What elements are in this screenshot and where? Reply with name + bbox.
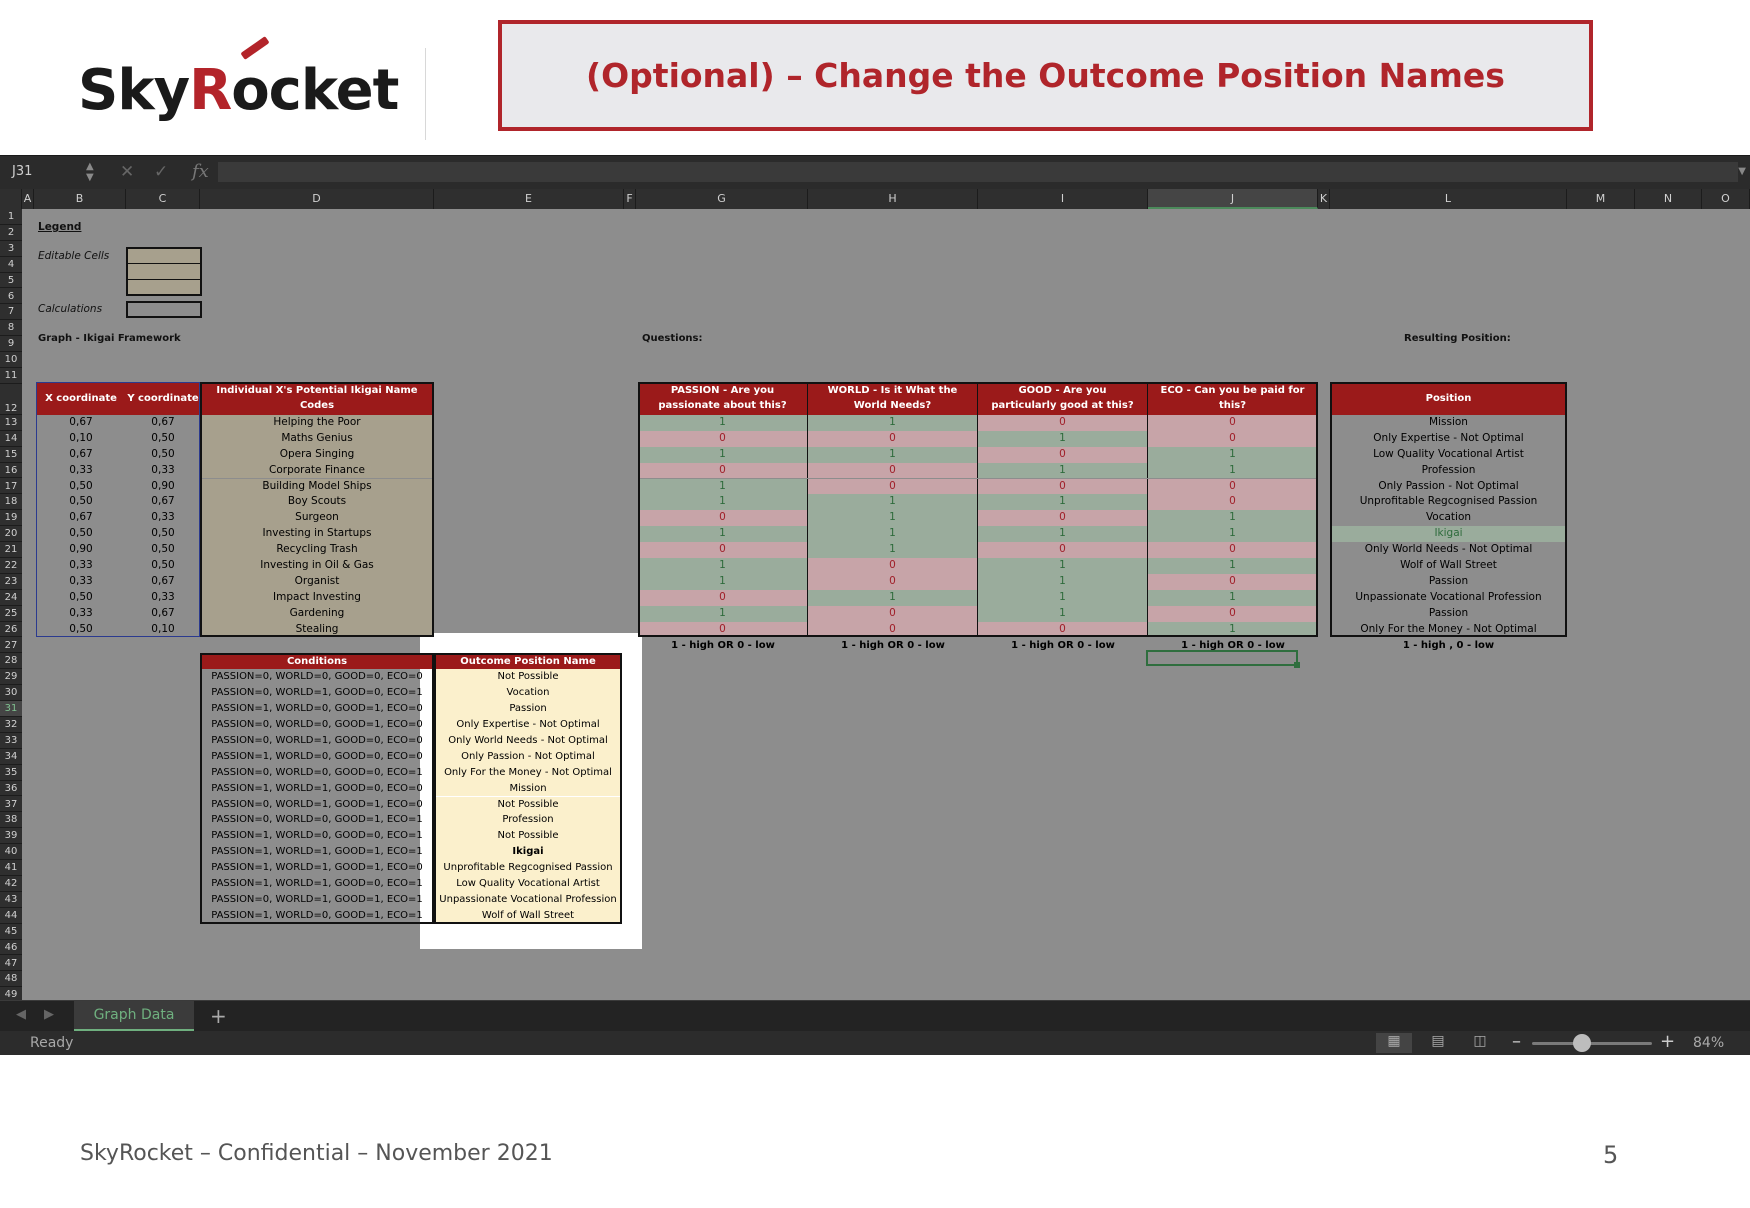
question-value-cell[interactable]: 0: [978, 542, 1148, 558]
question-value-cell[interactable]: 0: [638, 463, 808, 479]
logo-accent-mark: [240, 36, 269, 60]
slide-title: (Optional) – Change the Outcome Position Names: [586, 56, 1505, 95]
outcome-name-cell[interactable]: Passion: [434, 701, 622, 717]
framework-cell[interactable]: 0,50: [69, 495, 93, 508]
name-box-stepper-icon[interactable]: ▲ ▼: [86, 161, 94, 183]
question-footnote: 1 - high OR 0 - low: [841, 639, 945, 651]
question-value-cell[interactable]: 1: [638, 447, 808, 463]
question-value-cell[interactable]: 1: [978, 431, 1148, 447]
framework-cell[interactable]: 0,90: [69, 543, 93, 556]
conditions-header: Conditions: [200, 653, 434, 669]
question-value-cell[interactable]: 0: [978, 479, 1148, 495]
row-header-13[interactable]: 13: [0, 415, 22, 431]
row-header-47[interactable]: 47: [0, 956, 22, 972]
question-value-cell[interactable]: 1: [1148, 463, 1318, 479]
questions-label: Questions:: [642, 333, 703, 344]
row-header-20[interactable]: 20: [0, 526, 22, 542]
selected-cell[interactable]: [1146, 650, 1298, 666]
question-value-cell[interactable]: 1: [638, 558, 808, 574]
column-header-k[interactable]: K: [1318, 189, 1330, 209]
framework-cell[interactable]: Boy Scouts: [200, 494, 434, 510]
question-value-cell[interactable]: 0: [638, 622, 808, 638]
framework-cell[interactable]: 0,33: [69, 574, 93, 587]
row-header-33[interactable]: 33: [0, 733, 22, 749]
row-header-6[interactable]: 6: [0, 289, 22, 305]
outcome-name-cell[interactable]: Low Quality Vocational Artist: [434, 876, 622, 892]
row-header-39[interactable]: 39: [0, 828, 22, 844]
column-header-i[interactable]: I: [978, 189, 1148, 209]
condition-cell: PASSION=1, WORLD=0, GOOD=1, ECO=1: [211, 909, 423, 921]
outcome-name-cell[interactable]: Unprofitable Regcognised Passion: [434, 860, 622, 876]
question-footnote: 1 - high OR 0 - low: [671, 639, 775, 651]
framework-cell[interactable]: Opera Singing: [200, 447, 434, 463]
question-value-cell[interactable]: 1: [978, 606, 1148, 622]
slide-footer: SkyRocket – Confidential – November 2021: [80, 1141, 553, 1166]
row-header-42[interactable]: 42: [0, 876, 22, 892]
row-header-37[interactable]: 37: [0, 797, 22, 813]
select-all-corner[interactable]: [0, 189, 22, 209]
question-value-cell[interactable]: 1: [1148, 526, 1318, 542]
row-header-12[interactable]: 12: [0, 384, 22, 415]
question-value-cell[interactable]: 1: [638, 415, 808, 431]
outcome-name-cell[interactable]: Not Possible: [434, 828, 622, 844]
formula-bar: [0, 155, 1750, 189]
prev-sheet-icon[interactable]: ◀: [16, 1007, 26, 1022]
question-footnote: 1 - high OR 0 - low: [1011, 639, 1115, 651]
condition-cell: PASSION=0, WORLD=0, GOOD=1, ECO=1: [211, 814, 423, 826]
framework-cell[interactable]: 0,33: [151, 590, 175, 603]
question-value-cell[interactable]: 1: [978, 463, 1148, 479]
row-header-40[interactable]: 40: [0, 844, 22, 860]
question-value-cell[interactable]: 0: [1148, 431, 1318, 447]
result-label: Resulting Position:: [1404, 333, 1511, 344]
question-value-cell[interactable]: 1: [1148, 447, 1318, 463]
result-cell[interactable]: Only Expertise - Not Optimal: [1373, 431, 1524, 444]
framework-cell[interactable]: 0,10: [151, 622, 175, 635]
zoom-level[interactable]: 84%: [1693, 1035, 1725, 1051]
row-header-38[interactable]: 38: [0, 812, 22, 828]
question-value-cell[interactable]: 1: [638, 606, 808, 622]
outcome-name-cell[interactable]: Not Possible: [434, 669, 622, 685]
framework-cell[interactable]: 0,50: [151, 559, 175, 571]
result-cell[interactable]: Unpassionate Vocational Profession: [1355, 590, 1542, 603]
column-header-l[interactable]: L: [1330, 189, 1567, 209]
row-header-28[interactable]: 28: [0, 653, 22, 669]
framework-label: Graph - Ikigai Framework: [38, 333, 181, 344]
question-value-cell[interactable]: 1: [1148, 510, 1318, 526]
row-header-46[interactable]: 46: [0, 940, 22, 956]
column-header-h[interactable]: H: [808, 189, 978, 209]
outcome-name-cell[interactable]: Ikigai: [434, 844, 622, 860]
legend-swatch-divider: [128, 263, 200, 264]
page-number: 5: [1603, 1141, 1619, 1169]
framework-cell[interactable]: 0,67: [69, 447, 93, 460]
page-layout-view-icon[interactable]: ▤: [1431, 1033, 1445, 1049]
row-header-35[interactable]: 35: [0, 765, 22, 781]
framework-cell[interactable]: 0,10: [69, 431, 93, 444]
row-header-16[interactable]: 16: [0, 463, 22, 479]
column-header-j[interactable]: J: [1148, 189, 1318, 209]
question-value-cell[interactable]: 1: [1148, 558, 1318, 574]
next-sheet-icon[interactable]: ▶: [44, 1007, 54, 1022]
logo-text: SkyRocket: [78, 58, 399, 123]
row-header-11[interactable]: 11: [0, 368, 22, 384]
condition-cell: PASSION=1, WORLD=0, GOOD=1, ECO=0: [211, 703, 423, 715]
framework-cell[interactable]: Building Model Ships: [200, 479, 434, 495]
question-value-cell[interactable]: 0: [808, 479, 978, 495]
legend-calc-swatch: [126, 301, 202, 318]
question-value-cell[interactable]: 1: [978, 558, 1148, 574]
result-cell[interactable]: Wolf of Wall Street: [1400, 559, 1497, 571]
row-header-10[interactable]: 10: [0, 352, 22, 368]
result-header: Position: [1330, 382, 1567, 415]
question-value-cell[interactable]: 1: [808, 542, 978, 558]
slide-title-box: [498, 20, 1593, 131]
framework-cell[interactable]: Investing in Startups: [200, 526, 434, 542]
question-value-cell[interactable]: 0: [808, 606, 978, 622]
cancel-formula-icon[interactable]: ✕: [120, 162, 135, 182]
question-value-cell[interactable]: 0: [1148, 479, 1318, 495]
framework-cell[interactable]: 0,50: [69, 527, 93, 540]
question-value-cell[interactable]: 1: [808, 510, 978, 526]
row-header-48[interactable]: 48: [0, 971, 22, 987]
question-value-cell[interactable]: 0: [1148, 542, 1318, 558]
outcome-name-cell[interactable]: Unpassionate Vocational Profession: [434, 892, 622, 908]
row-header-19[interactable]: 19: [0, 510, 22, 526]
row-header-43[interactable]: 43: [0, 892, 22, 908]
framework-cell[interactable]: 0,33: [69, 606, 93, 619]
row-headers: [0, 209, 22, 1055]
question-value-cell[interactable]: 1: [978, 590, 1148, 606]
row-header-3[interactable]: 3: [0, 241, 22, 257]
insert-function-icon[interactable]: fx: [192, 161, 209, 182]
outcome-name-cell[interactable]: Not Possible: [434, 797, 622, 813]
zoom-out-icon[interactable]: –: [1512, 1031, 1521, 1052]
row-header-7[interactable]: 7: [0, 304, 22, 320]
row-header-21[interactable]: 21: [0, 542, 22, 558]
row-header-18[interactable]: 18: [0, 494, 22, 510]
framework-cell[interactable]: 0,33: [69, 559, 93, 571]
outcome-name-cell[interactable]: Only For the Money - Not Optimal: [434, 765, 622, 781]
framework-cell[interactable]: 0,67: [151, 574, 175, 587]
framework-cell[interactable]: 0,50: [151, 431, 175, 444]
condition-cell: PASSION=0, WORLD=0, GOOD=0, ECO=1: [211, 766, 423, 778]
question-value-cell[interactable]: 1: [638, 494, 808, 510]
framework-cell[interactable]: 0,33: [69, 463, 93, 476]
row-header-2[interactable]: 2: [0, 225, 22, 241]
status-bar: [0, 1031, 1750, 1055]
row-header-30[interactable]: 30: [0, 685, 22, 701]
question-value-cell[interactable]: 1: [808, 415, 978, 431]
result-cell[interactable]: Only World Needs - Not Optimal: [1364, 543, 1533, 556]
question-value-cell[interactable]: 0: [638, 590, 808, 606]
result-cell[interactable]: Vocation: [1425, 511, 1472, 524]
framework-cell[interactable]: 0,33: [151, 463, 175, 476]
condition-cell: PASSION=1, WORLD=1, GOOD=1, ECO=1: [211, 846, 423, 858]
framework-header: Y coordinate: [126, 382, 200, 415]
condition-cell: PASSION=0, WORLD=0, GOOD=1, ECO=0: [211, 719, 423, 730]
row-header-25[interactable]: 25: [0, 606, 22, 622]
framework-cell[interactable]: Organist: [200, 574, 434, 590]
row-header-1[interactable]: 1: [0, 209, 22, 225]
legend-calc-label: Calculations: [38, 303, 103, 315]
legend-editable-swatch: [126, 247, 202, 296]
outcome-name-cell[interactable]: Wolf of Wall Street: [434, 908, 622, 924]
column-header-o[interactable]: O: [1702, 189, 1750, 209]
row-header-17[interactable]: 17: [0, 479, 22, 495]
question-value-cell[interactable]: 1: [808, 494, 978, 510]
zoom-slider[interactable]: [1532, 1042, 1652, 1045]
question-value-cell[interactable]: 0: [638, 431, 808, 447]
result-cell[interactable]: Passion: [1428, 606, 1469, 619]
framework-cell[interactable]: 0,33: [151, 511, 175, 524]
framework-cell[interactable]: 0,67: [151, 606, 175, 619]
row-header-44[interactable]: 44: [0, 908, 22, 924]
question-value-cell[interactable]: 0: [978, 447, 1148, 463]
question-value-cell[interactable]: 0: [808, 558, 978, 574]
zoom-slider-thumb[interactable]: [1573, 1034, 1591, 1052]
question-value-cell[interactable]: 0: [808, 463, 978, 479]
question-value-cell[interactable]: 1: [808, 447, 978, 463]
framework-cell[interactable]: Impact Investing: [200, 590, 434, 606]
question-value-cell[interactable]: 1: [978, 574, 1148, 590]
question-value-cell[interactable]: 1: [978, 494, 1148, 510]
row-header-8[interactable]: 8: [0, 320, 22, 336]
question-value-cell[interactable]: 1: [1148, 590, 1318, 606]
outcome-name-cell[interactable]: Only Expertise - Not Optimal: [434, 717, 622, 733]
column-header-n[interactable]: N: [1635, 189, 1702, 209]
condition-cell: PASSION=1, WORLD=1, GOOD=1, ECO=0: [211, 862, 423, 874]
result-cell[interactable]: Mission: [1429, 415, 1468, 428]
skyrocket-logo: [78, 42, 398, 142]
row-header-23[interactable]: 23: [0, 574, 22, 590]
framework-cell[interactable]: 0,50: [151, 447, 175, 460]
framework-cell[interactable]: 0,50: [69, 479, 93, 492]
framework-frame: [200, 382, 434, 638]
normal-view-icon[interactable]: ▦: [1376, 1033, 1412, 1053]
framework-cell[interactable]: 0,67: [151, 415, 175, 428]
condition-cell: PASSION=0, WORLD=1, GOOD=1, ECO=1: [211, 893, 423, 905]
legend-title: Legend: [38, 221, 82, 233]
result-cell[interactable]: Only For the Money - Not Optimal: [1360, 622, 1537, 635]
condition-cell: PASSION=0, WORLD=1, GOOD=1, ECO=0: [211, 798, 423, 810]
row-header-15[interactable]: 15: [0, 447, 22, 463]
column-header-a[interactable]: A: [22, 189, 34, 209]
worksheet-grid[interactable]: [22, 209, 1750, 1054]
row-header-4[interactable]: 4: [0, 257, 22, 273]
name-box[interactable]: J31: [12, 164, 33, 179]
question-value-cell[interactable]: 0: [808, 574, 978, 590]
row-header-34[interactable]: 34: [0, 749, 22, 765]
excel-window: [0, 155, 1750, 1055]
framework-cell[interactable]: 0,50: [69, 622, 93, 635]
confirm-formula-icon[interactable]: ✓: [154, 162, 169, 182]
row-header-49[interactable]: 49: [0, 987, 22, 1003]
framework-cell[interactable]: 0,90: [151, 479, 175, 492]
zoom-in-icon[interactable]: +: [1660, 1031, 1676, 1052]
legend-editable-label: Editable Cells: [38, 250, 110, 262]
framework-cell[interactable]: Gardening: [200, 606, 434, 622]
outcome-name-cell[interactable]: Only World Needs - Not Optimal: [434, 733, 622, 749]
condition-cell: PASSION=0, WORLD=1, GOOD=0, ECO=1: [211, 687, 423, 699]
row-header-22[interactable]: 22: [0, 558, 22, 574]
row-header-14[interactable]: 14: [0, 431, 22, 447]
question-value-cell[interactable]: 1: [978, 526, 1148, 542]
column-header-d[interactable]: D: [200, 189, 434, 209]
condition-cell: PASSION=1, WORLD=1, GOOD=0, ECO=1: [211, 878, 423, 889]
column-header-b[interactable]: B: [34, 189, 126, 209]
result-cell[interactable]: Unprofitable Regcognised Passion: [1359, 495, 1538, 508]
question-value-cell[interactable]: 0: [1148, 606, 1318, 622]
question-value-cell[interactable]: 0: [978, 622, 1148, 638]
framework-cell[interactable]: Stealing: [200, 622, 434, 638]
sheet-tab-bar: [0, 1000, 1750, 1031]
framework-cell[interactable]: Investing in Oil & Gas: [200, 558, 434, 574]
condition-cell: PASSION=0, WORLD=1, GOOD=0, ECO=0: [211, 734, 423, 746]
result-cell[interactable]: Profession: [1421, 463, 1476, 476]
question-value-cell[interactable]: 1: [638, 526, 808, 542]
result-frame: [1330, 382, 1567, 638]
outcome-name-cell[interactable]: Vocation: [434, 685, 622, 701]
row-header-27[interactable]: 27: [0, 638, 22, 654]
condition-cell: PASSION=1, WORLD=0, GOOD=0, ECO=1: [211, 830, 423, 842]
question-value-cell[interactable]: 0: [638, 510, 808, 526]
question-value-cell[interactable]: 1: [808, 526, 978, 542]
framework-cell[interactable]: 0,67: [69, 415, 93, 428]
question-value-cell[interactable]: 0: [638, 542, 808, 558]
condition-cell: PASSION=1, WORLD=1, GOOD=0, ECO=0: [211, 782, 423, 794]
question-value-cell[interactable]: 0: [1148, 415, 1318, 431]
outcome-header: Outcome Position Name: [434, 653, 622, 669]
fill-handle[interactable]: [1294, 662, 1300, 668]
framework-cell[interactable]: Corporate Finance: [200, 463, 434, 479]
result-cell[interactable]: Passion: [1428, 574, 1469, 587]
question-header: ECO - Can you be paid for this?: [1148, 382, 1318, 415]
row-header-24[interactable]: 24: [0, 590, 22, 606]
question-value-cell[interactable]: 0: [978, 415, 1148, 431]
condition-cell: PASSION=0, WORLD=0, GOOD=0, ECO=0: [211, 671, 423, 683]
sheet-tab-graph-data[interactable]: Graph Data: [74, 1001, 194, 1031]
outcome-name-cell[interactable]: Profession: [434, 812, 622, 828]
question-value-cell[interactable]: 0: [808, 431, 978, 447]
conditions-frame: [200, 653, 434, 923]
question-value-cell[interactable]: 1: [638, 479, 808, 495]
question-value-cell[interactable]: 1: [1148, 622, 1318, 638]
question-value-cell[interactable]: 0: [1148, 574, 1318, 590]
question-header: WORLD - Is it What the World Needs?: [808, 382, 978, 415]
result-cell[interactable]: Only Passion - Not Optimal: [1378, 479, 1519, 492]
add-sheet-icon[interactable]: +: [210, 1004, 227, 1028]
row-header-41[interactable]: 41: [0, 860, 22, 876]
framework-cell[interactable]: Helping the Poor: [200, 415, 434, 431]
row-header-29[interactable]: 29: [0, 669, 22, 685]
column-header-f[interactable]: F: [624, 189, 636, 209]
formula-input[interactable]: [218, 162, 1738, 182]
row-header-36[interactable]: 36: [0, 781, 22, 797]
legend-swatch-divider: [128, 279, 200, 280]
framework-cell[interactable]: 0,67: [151, 495, 175, 508]
result-cell[interactable]: Low Quality Vocational Artist: [1373, 447, 1524, 460]
column-header-g[interactable]: G: [636, 189, 808, 209]
framework-cell[interactable]: 0,50: [151, 527, 175, 540]
question-value-cell[interactable]: 0: [978, 510, 1148, 526]
condition-cell: PASSION=1, WORLD=0, GOOD=0, ECO=0: [211, 750, 423, 762]
column-headers: [0, 189, 1750, 209]
question-header: GOOD - Are you particularly good at this?: [978, 382, 1148, 415]
expand-formula-bar-icon[interactable]: ▼: [1738, 166, 1746, 177]
framework-header: Individual X's Potential Ikigai Name Codes: [200, 382, 434, 415]
question-value-cell[interactable]: 0: [1148, 494, 1318, 510]
column-header-m[interactable]: M: [1567, 189, 1635, 209]
status-text: Ready: [30, 1035, 74, 1051]
framework-xy-frame: [36, 382, 200, 638]
outcome-name-cell[interactable]: Mission: [434, 781, 622, 797]
framework-cell[interactable]: 0,50: [151, 543, 175, 556]
row-header-31[interactable]: 31: [0, 701, 22, 717]
question-header: PASSION - Are you passionate about this?: [638, 382, 808, 415]
column-header-e[interactable]: E: [434, 189, 624, 209]
row-header-9[interactable]: 9: [0, 336, 22, 352]
framework-cell[interactable]: 0,67: [69, 511, 93, 524]
questions-frame: [638, 382, 1318, 638]
framework-cell[interactable]: Recycling Trash: [200, 542, 434, 558]
question-footnote: 1 - high OR 0 - low: [1181, 639, 1285, 651]
column-header-c[interactable]: C: [126, 189, 200, 209]
result-footnote: 1 - high , 0 - low: [1402, 639, 1495, 651]
framework-cell[interactable]: Surgeon: [200, 510, 434, 526]
page-break-view-icon[interactable]: ◫: [1473, 1033, 1487, 1049]
row-header-5[interactable]: 5: [0, 273, 22, 289]
question-value-cell[interactable]: 0: [808, 622, 978, 638]
header-divider: [425, 48, 426, 140]
framework-cell[interactable]: Maths Genius: [200, 431, 434, 447]
row-header-26[interactable]: 26: [0, 622, 22, 638]
row-header-32[interactable]: 32: [0, 717, 22, 733]
result-cell[interactable]: Ikigai: [1330, 526, 1567, 542]
question-value-cell[interactable]: 1: [808, 590, 978, 606]
framework-header: X coordinate: [36, 382, 126, 415]
outcome-frame: [434, 653, 622, 923]
question-value-cell[interactable]: 1: [638, 574, 808, 590]
framework-cell[interactable]: 0,50: [69, 590, 93, 603]
outcome-name-cell[interactable]: Only Passion - Not Optimal: [434, 749, 622, 765]
row-header-45[interactable]: 45: [0, 924, 22, 940]
